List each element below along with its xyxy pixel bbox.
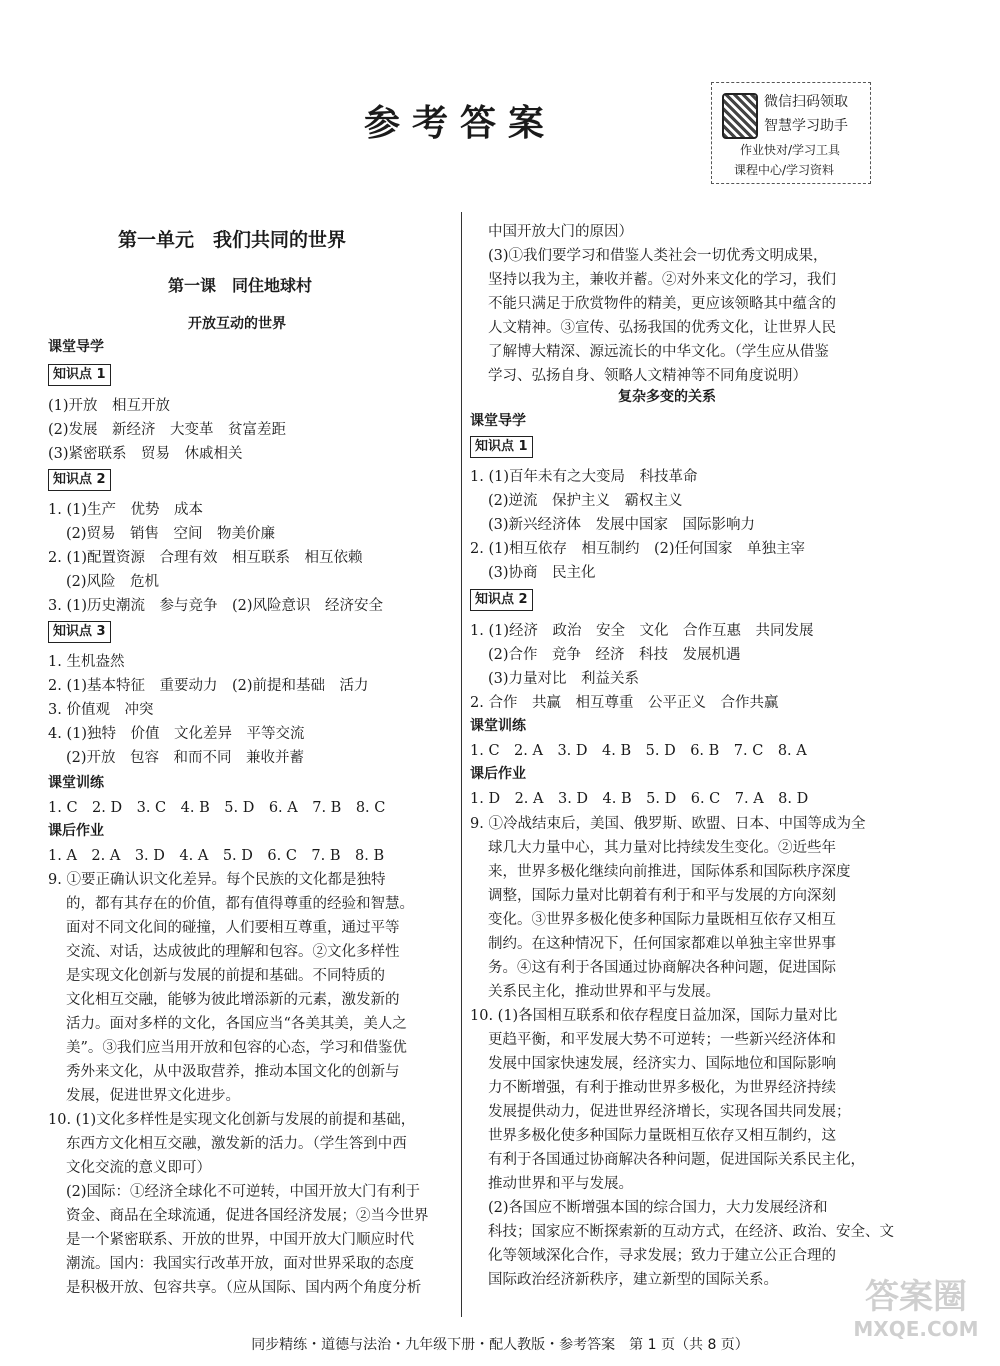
answer-line: 坚持以我为主，兼收并蓄。②对外来文化的学习，我们 bbox=[488, 272, 836, 288]
answer-line: 不能只满足于欣赏物件的精美，更应该领略其中蕴含的 bbox=[488, 296, 836, 312]
answer-line: 1. (1)经济 政治 安全 文化 合作互惠 共同发展 bbox=[470, 623, 814, 639]
answer-line: 2. (1)基本特征 重要动力 (2)前提和基础 活力 bbox=[48, 678, 369, 694]
answer-line: 资金、商品在全球流通，促进各国经济发展；②当今世界 bbox=[66, 1208, 429, 1224]
answer-line: (2)各国应不断增强本国的综合国力，大力发展经济和 bbox=[488, 1200, 828, 1216]
answer-line: 世界多极化使多种国际力量既相互依存又相互制约，这 bbox=[488, 1128, 836, 1144]
answer-line: (2)国际：①经济全球化不可逆转，中国开放大门有利于 bbox=[66, 1184, 421, 1200]
answer-line: 活力。面对多样的文化，各国应当“各美其美，美人之 bbox=[66, 1016, 407, 1032]
knowledge-point-label: 知识点 1 bbox=[48, 364, 111, 386]
answer-line: 1. D 2. A 3. D 4. B 5. D 6. C 7. A 8. D bbox=[470, 791, 809, 807]
knowledge-point-label: 知识点 2 bbox=[48, 469, 111, 491]
answer-line: 中国开放大门的原因） bbox=[488, 224, 633, 240]
answer-line: 9. ①要正确认识文化差异。每个民族的文化都是独特 bbox=[48, 872, 386, 888]
qr-promo-box[interactable] bbox=[711, 82, 871, 184]
answer-line: (3)紧密联系 贸易 休戚相关 bbox=[48, 446, 243, 462]
answer-line: 2. (1)配置资源 合理有效 相互联系 相互依赖 bbox=[48, 550, 363, 566]
page-title: 参考答案 bbox=[363, 102, 556, 144]
page-footer: 同步精练・道德与法治・九年级下册・配人教版・参考答案 第 1 页（共 8 页） bbox=[251, 1337, 749, 1353]
answer-line: 4. (1)独特 价值 文化差异 平等交流 bbox=[48, 726, 305, 742]
answer-line: 交流、对话，达成彼此的理解和包容。②文化多样性 bbox=[66, 944, 400, 960]
answer-line: 9. ①冷战结束后，美国、俄罗斯、欧盟、日本、中国等成为全 bbox=[470, 816, 866, 832]
answer-line: 推动世界和平与发展。 bbox=[488, 1176, 633, 1192]
section-label: 课后作业 bbox=[48, 823, 104, 839]
promo-line-2: 智慧学习助手 bbox=[764, 118, 848, 134]
answer-line: 1. C 2. D 3. C 4. B 5. D 6. A 7. B 8. C bbox=[48, 800, 386, 816]
promo-line-3: 作业快对/学习工具 bbox=[740, 143, 841, 157]
answer-line: 力不断增强，有利于推动世界多极化，为世界经济持续 bbox=[488, 1080, 836, 1096]
answer-line: 务。④这有利于各国通过协商解决各种问题，促进国际 bbox=[488, 960, 836, 976]
watermark-top: 答案圈 bbox=[865, 1277, 967, 1317]
answer-line: 1. A 2. A 3. D 4. A 5. D 6. C 7. B 8. B bbox=[48, 848, 385, 864]
answer-line: 文化交流的意义即可） bbox=[66, 1160, 211, 1176]
answer-line: 学习、弘扬自身、领略人文精神等不同角度说明） bbox=[488, 368, 807, 384]
answer-line: 潮流。国内：我国实行改革开放，面对世界采取的态度 bbox=[66, 1256, 414, 1272]
answer-line: (2)风险 危机 bbox=[66, 574, 160, 590]
answer-line: 发展，促进世界文化进步。 bbox=[66, 1088, 240, 1104]
answer-line: 面对不同文化间的碰撞，人们要相互尊重，通过平等 bbox=[66, 920, 400, 936]
answer-line: (2)贸易 销售 空间 物美价廉 bbox=[66, 526, 276, 542]
answer-line: 来，世界多极化继续向前推进，国际体系和国际秩序深度 bbox=[488, 864, 851, 880]
answer-line: 了解博大精深、源远流长的中华文化。（学生应从借鉴 bbox=[488, 344, 829, 360]
answer-line: 发展中国家快速发展，经济实力、国际地位和国际影响 bbox=[488, 1056, 836, 1072]
answer-line: 秀外来文化，从中汲取营养，推动本国文化的创新与 bbox=[66, 1064, 400, 1080]
promo-line-1: 微信扫码领取 bbox=[764, 94, 848, 110]
topic-heading: 开放互动的世界 bbox=[188, 316, 286, 332]
section-label: 课堂导学 bbox=[48, 339, 104, 355]
answer-line: 文化相互交融，能够为彼此增添新的元素，激发新的 bbox=[66, 992, 400, 1008]
knowledge-point-label: 知识点 3 bbox=[48, 621, 111, 643]
answer-line: (3)新兴经济体 发展中国家 国际影响力 bbox=[488, 517, 756, 533]
answer-line: 10. (1)文化多样性是实现文化创新与发展的前提和基础， bbox=[48, 1112, 416, 1128]
section-label: 课后作业 bbox=[470, 766, 526, 782]
answer-line: (2)开放 包容 和而不同 兼收并蓄 bbox=[66, 750, 305, 766]
answer-line: 1. (1)百年未有之大变局 科技革命 bbox=[470, 469, 698, 485]
section-label: 课堂导学 bbox=[470, 413, 526, 429]
promo-line-4: 课程中心/学习资料 bbox=[734, 163, 835, 177]
answer-line: 制约。在这种情况下，任何国家都难以单独主宰世界事 bbox=[488, 936, 836, 952]
lesson-heading: 第一课 同住地球村 bbox=[168, 276, 313, 295]
answer-line: 人文精神。③宣传、弘扬我国的优秀文化，让世界人民 bbox=[488, 320, 836, 336]
knowledge-point-label: 知识点 1 bbox=[470, 436, 533, 458]
watermark-bottom: MXQE.COM bbox=[853, 1317, 979, 1341]
answer-line: 调整，国际力量对比朝着有利于和平与发展的方向深刻 bbox=[488, 888, 836, 904]
answer-line: 有利于各国通过协商解决各种问题，促进国际关系民主化， bbox=[488, 1152, 865, 1168]
topic-heading: 复杂多变的关系 bbox=[618, 389, 716, 405]
answer-line: 化等领域深化合作，寻求发展；致力于建立公正合理的 bbox=[488, 1248, 836, 1264]
answer-line: 1. (1)生产 优势 成本 bbox=[48, 502, 203, 518]
answer-line: (1)开放 相互开放 bbox=[48, 398, 171, 414]
section-label: 课堂训练 bbox=[470, 718, 526, 734]
answer-line: 国际政治经济新秩序，建立新型的国际关系。 bbox=[488, 1272, 778, 1288]
answer-line: 10. (1)各国相互联系和依存程度日益加深，国际力量对比 bbox=[470, 1008, 838, 1024]
answer-line: 发展提供动力，促进世界经济增长，实现各国共同发展； bbox=[488, 1104, 851, 1120]
answer-line: 科技；国家应不断探索新的互动方式，在经济、政治、安全、文 bbox=[488, 1224, 894, 1240]
answer-line: 的，都有其存在的价值，都有值得尊重的经验和智慧。 bbox=[66, 896, 414, 912]
answer-line: 1. 生机盎然 bbox=[48, 654, 125, 670]
section-label: 课堂训练 bbox=[48, 775, 104, 791]
answer-line: 美”。③我们应当用开放和包容的心态，学习和借鉴优 bbox=[66, 1040, 407, 1056]
answer-line: 是一个紧密联系、开放的世界，中国开放大门顺应时代 bbox=[66, 1232, 414, 1248]
answer-line: 是实现文化创新与发展的前提和基础。不同特质的 bbox=[66, 968, 385, 984]
answer-line: 关系民主化，推动世界和平与发展。 bbox=[488, 984, 720, 1000]
answer-line: 更趋平衡，和平发展大势不可逆转；一些新兴经济体和 bbox=[488, 1032, 836, 1048]
answer-line: (3)①我们要学习和借鉴人类社会一切优秀文明成果， bbox=[488, 248, 828, 264]
answer-line: (3)协商 民主化 bbox=[488, 565, 596, 581]
answer-line: (2)合作 竞争 经济 科技 发展机遇 bbox=[488, 647, 741, 663]
answer-line: 是积极开放、包容共享。（应从国际、国内两个角度分析 bbox=[66, 1280, 422, 1296]
answer-line: 3. (1)历史潮流 参与竞争 (2)风险意识 经济安全 bbox=[48, 598, 384, 614]
answer-line: (3)力量对比 利益关系 bbox=[488, 671, 640, 687]
unit-heading: 第一单元 我们共同的世界 bbox=[118, 229, 347, 251]
school-bag-icon bbox=[722, 93, 758, 139]
answer-line: 2. (1)相互依存 相互制约 (2)任何国家 单独主宰 bbox=[470, 541, 806, 557]
answer-line: 变化。③世界多极化使多种国际力量既相互依存又相互 bbox=[488, 912, 836, 928]
knowledge-point-label: 知识点 2 bbox=[470, 589, 533, 611]
answer-line: (2)逆流 保护主义 霸权主义 bbox=[488, 493, 683, 509]
answer-line: (2)发展 新经济 大变革 贫富差距 bbox=[48, 422, 287, 438]
answer-line: 3. 价值观 冲突 bbox=[48, 702, 154, 718]
answer-line: 1. C 2. A 3. D 4. B 5. D 6. B 7. C 8. A bbox=[470, 743, 807, 759]
answer-line: 东西方文化相互交融，激发新的活力。（学生答到中西 bbox=[66, 1136, 407, 1152]
watermark-logo bbox=[846, 1277, 986, 1351]
answer-line: 球几大力量中心，其力量对比持续发生变化。②近些年 bbox=[488, 840, 836, 856]
answer-line: 2. 合作 共赢 相互尊重 公平正义 合作共赢 bbox=[470, 695, 779, 711]
column-divider bbox=[461, 212, 462, 1317]
